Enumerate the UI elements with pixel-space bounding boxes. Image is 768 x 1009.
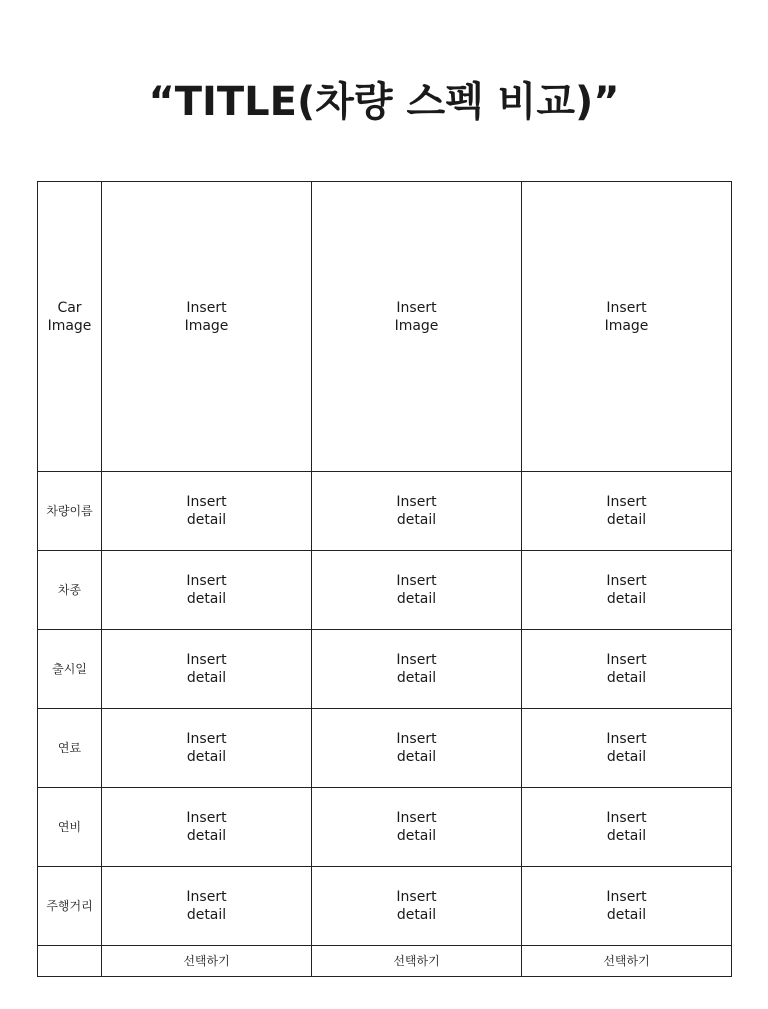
car-3-detail-cell[interactable] (522, 551, 732, 630)
placeholder-text: Insert (606, 573, 647, 589)
spec-row-car-name (38, 472, 732, 551)
placeholder-text: detail (606, 907, 647, 923)
placeholder-text: Insert (396, 889, 437, 905)
placeholder-text: detail (396, 512, 437, 528)
car-1-detail-cell[interactable] (102, 709, 312, 788)
placeholder-text: Insert (606, 810, 647, 826)
select-row (38, 946, 732, 977)
spec-row-release-date (38, 630, 732, 709)
car-2-image-slot[interactable] (312, 182, 522, 472)
placeholder-text: detail (186, 749, 227, 765)
row-label: 출시일 (38, 630, 102, 709)
placeholder-text: Insert (396, 652, 437, 668)
page-title: “TITLE(차량 스펙 비교)” (148, 79, 620, 125)
placeholder-text: detail (186, 828, 227, 844)
placeholder-text: Insert (186, 573, 227, 589)
placeholder-text: Insert (186, 652, 227, 668)
car-2-detail-cell[interactable] (312, 788, 522, 867)
car-2-detail-cell[interactable] (312, 472, 522, 551)
car-3-image-slot[interactable] (522, 182, 732, 472)
placeholder-text: Insert (186, 299, 227, 316)
placeholder-text: detail (396, 670, 437, 686)
placeholder-text: Insert (396, 573, 437, 589)
select-car-1-button[interactable]: 선택하기 (102, 946, 312, 977)
car-3-detail-cell[interactable] (522, 630, 732, 709)
placeholder-text: Image (604, 317, 649, 334)
row-label-car-image (38, 182, 102, 472)
car-2-detail-cell[interactable] (312, 551, 522, 630)
spec-row-fuel (38, 709, 732, 788)
car-3-detail-cell[interactable] (522, 709, 732, 788)
placeholder-text: detail (606, 828, 647, 844)
row-label: 차량이름 (38, 472, 102, 551)
placeholder-text: detail (186, 670, 227, 686)
placeholder-text: Insert (606, 731, 647, 747)
car-1-detail-cell[interactable] (102, 551, 312, 630)
placeholder-text: Insert (606, 889, 647, 905)
select-car-2-button[interactable]: 선택하기 (312, 946, 522, 977)
car-1-detail-cell[interactable] (102, 472, 312, 551)
placeholder-text: detail (606, 591, 647, 607)
placeholder-text: Image (394, 317, 439, 334)
car-2-detail-cell[interactable] (312, 867, 522, 946)
spec-row-fuel-efficiency (38, 788, 732, 867)
car-image-row (38, 182, 732, 472)
placeholder-text: Insert (606, 652, 647, 668)
select-row-empty-label (38, 946, 102, 977)
placeholder-text: Insert (186, 731, 227, 747)
placeholder-text: detail (606, 749, 647, 765)
placeholder-text: Insert (606, 494, 647, 510)
placeholder-text: Insert (396, 299, 437, 316)
placeholder-text: Insert (396, 731, 437, 747)
car-1-image-slot[interactable] (102, 182, 312, 472)
placeholder-text: Insert (396, 494, 437, 510)
car-3-detail-cell[interactable] (522, 788, 732, 867)
car-3-detail-cell[interactable] (522, 867, 732, 946)
placeholder-text: detail (396, 907, 437, 923)
placeholder-text: Insert (186, 494, 227, 510)
placeholder-text: Insert (606, 299, 647, 316)
spec-row-car-type (38, 551, 732, 630)
row-label: 연료 (38, 709, 102, 788)
placeholder-text: Image (184, 317, 229, 334)
placeholder-text: detail (396, 591, 437, 607)
row-label-line: Image (47, 317, 92, 334)
car-1-detail-cell[interactable] (102, 867, 312, 946)
placeholder-text: detail (186, 512, 227, 528)
placeholder-text: detail (186, 907, 227, 923)
placeholder-text: detail (186, 591, 227, 607)
placeholder-text: detail (606, 512, 647, 528)
placeholder-text: Insert (396, 810, 437, 826)
car-1-detail-cell[interactable] (102, 630, 312, 709)
spec-row-mileage (38, 867, 732, 946)
row-label: 차종 (38, 551, 102, 630)
placeholder-text: Insert (186, 810, 227, 826)
car-2-detail-cell[interactable] (312, 709, 522, 788)
placeholder-text: detail (606, 670, 647, 686)
car-1-detail-cell[interactable] (102, 788, 312, 867)
spec-comparison-table (37, 181, 732, 977)
select-car-3-button[interactable]: 선택하기 (522, 946, 732, 977)
car-2-detail-cell[interactable] (312, 630, 522, 709)
row-label: 주행거리 (38, 867, 102, 946)
placeholder-text: Insert (186, 889, 227, 905)
car-3-detail-cell[interactable] (522, 472, 732, 551)
row-label: 연비 (38, 788, 102, 867)
row-label-line: Car (57, 299, 82, 316)
placeholder-text: detail (396, 828, 437, 844)
placeholder-text: detail (396, 749, 437, 765)
